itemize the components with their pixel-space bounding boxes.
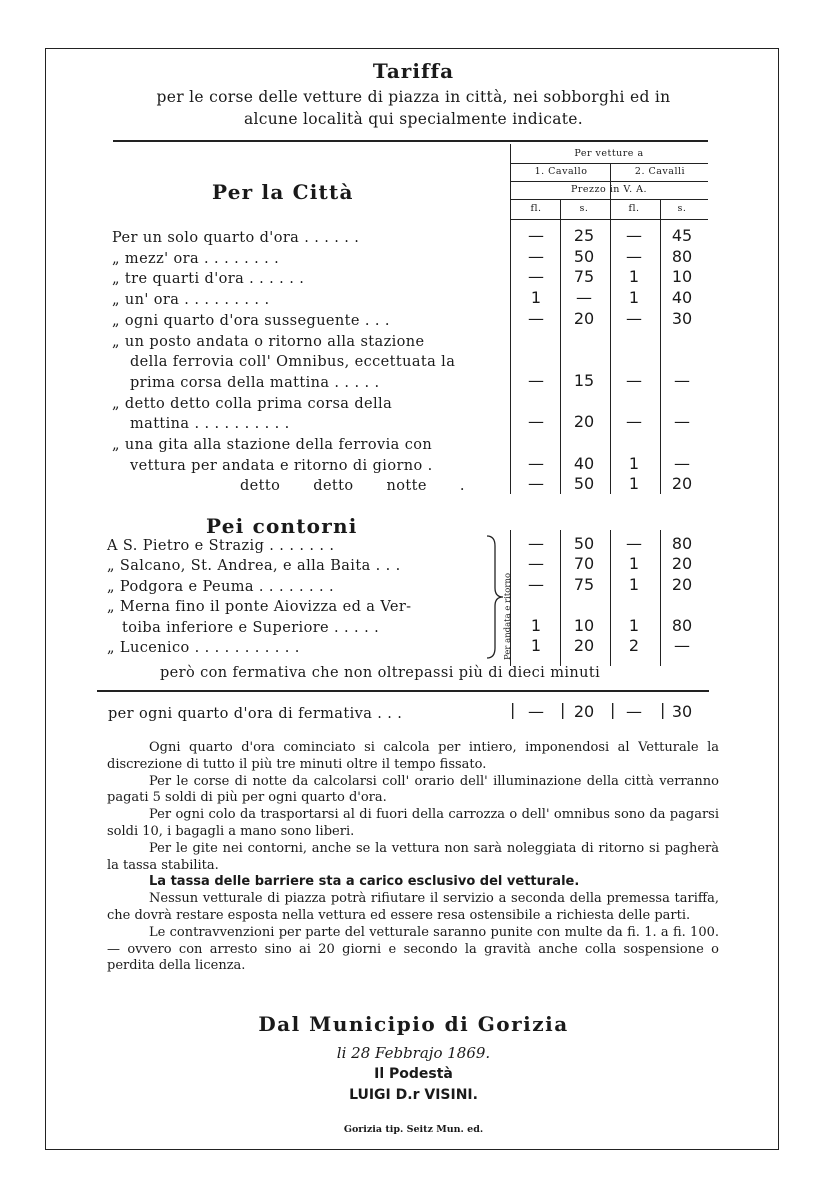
- subtitle-line-2: alcune località qui specialmente indicate.: [244, 110, 583, 128]
- municipality-signature: Dal Municipio di Gorizia: [258, 1012, 569, 1036]
- city-row-c2fl: 1: [628, 474, 640, 494]
- city-row-c1s: 15: [573, 370, 595, 390]
- city-row-c2fl: —: [626, 246, 642, 266]
- col-line-1: [560, 200, 561, 494]
- waiting-c1-fl: —: [528, 702, 544, 721]
- city-row-c2fl: 1: [628, 453, 640, 473]
- surroundings-row-label: „ Podgora e Peuma . . . . . . . .: [107, 578, 335, 595]
- col-line-3: [660, 200, 661, 494]
- col-line-0: [510, 144, 511, 494]
- city-row-c1s: 50: [573, 246, 595, 266]
- surroundings-row-label: „ Salcano, St. Andrea, e alla Baita . . .: [107, 558, 401, 575]
- city-row-label: „ tre quarti d'ora . . . . . .: [112, 271, 305, 288]
- brace-label-text: Per andata e ritorno: [503, 572, 513, 660]
- city-row-label: „ detto detto colla prima corsa della: [112, 395, 393, 412]
- waiting-c2-s: 30: [671, 702, 693, 721]
- surroundings-row-c2fl: 2: [628, 636, 640, 655]
- city-row-c2s: 30: [671, 308, 693, 328]
- city-row-c2fl: 1: [628, 288, 640, 308]
- surroundings-note: però con fermativa che non oltrepassi più di dieci minuti: [160, 665, 601, 681]
- header-fl-2: fl.: [628, 203, 640, 214]
- city-row-c2s: —: [674, 453, 690, 473]
- surroundings-row-c1fl: —: [528, 574, 544, 594]
- surroundings-row-c1fl: 1: [530, 615, 542, 635]
- city-row-label: „ ogni quarto d'ora susseguente . . .: [112, 312, 390, 329]
- city-row-c1fl: —: [528, 370, 544, 390]
- city-row-c2s: 20: [671, 474, 693, 494]
- col-line-3b: [660, 530, 661, 666]
- city-row-c2fl: —: [626, 412, 642, 432]
- header-fl-1: fl.: [530, 203, 542, 214]
- regulation-1: Ogni quarto d'ora cominciato si calcola per intiero, imponendosi al Vetturale la discrezione di tutto il più tre minuti oltre il tempo fissato.: [107, 740, 719, 772]
- city-row-c1fl: —: [528, 226, 544, 245]
- city-heading: Per la Città: [212, 180, 354, 204]
- document-title: Tariffa: [372, 59, 455, 83]
- city-row-c1fl: 1: [530, 288, 542, 308]
- regulation-5: La tassa delle barriere sta a carico esclusivo del vetturale.: [149, 874, 580, 890]
- header-s-2: s.: [677, 203, 687, 214]
- header-line-3: [510, 199, 708, 200]
- surroundings-row-c1s: 50: [573, 534, 595, 553]
- waiting-bar-0: |: [510, 700, 516, 719]
- city-row-c2fl: 1: [628, 267, 640, 287]
- city-row-c1fl: —: [528, 246, 544, 266]
- city-row-c1fl: —: [528, 308, 544, 328]
- col-line-1b: [560, 530, 561, 666]
- surroundings-row-c2fl: 1: [628, 574, 640, 594]
- city-row-c2fl: —: [626, 370, 642, 390]
- header-line-4: [510, 219, 708, 220]
- surroundings-row-c2s: 80: [671, 615, 693, 635]
- city-row-c2s: 45: [671, 226, 693, 245]
- city-row-c1fl: —: [528, 474, 544, 494]
- surroundings-row-label: A S. Pietro e Strazig . . . . . . .: [107, 538, 335, 554]
- waiting-c2-fl: —: [626, 702, 642, 721]
- city-row-c2s: —: [674, 412, 690, 432]
- mid-rule: [97, 690, 709, 692]
- waiting-bar-1: |: [560, 700, 566, 719]
- podesta-name: LUIGI D.r VISINI.: [349, 1087, 478, 1103]
- city-row-c1fl: —: [528, 453, 544, 473]
- header-price: Prezzo in V. A.: [570, 184, 648, 195]
- surroundings-row-c2s: 20: [671, 574, 693, 594]
- city-row-c1s: 50: [573, 474, 595, 494]
- surroundings-row-c1fl: 1: [530, 636, 542, 655]
- header-line-1: [510, 163, 708, 164]
- city-row-c2s: 10: [671, 267, 693, 287]
- regulation-2: Per le corse di notte da calcolarsi coll' orario dell' illuminazione della città verranno pagati 5 soldi di più per ogni quarto d'ora.: [107, 773, 719, 806]
- surroundings-row-c2s: 20: [671, 554, 693, 574]
- waiting-label: per ogni quarto d'ora di fermativa . . .: [108, 706, 403, 722]
- regulation-6: Nessun vetturale di piazza potrà rifiutare il servizio a seconda della premessa tariffa, che dovrà restare esposta nella vettura ed essere resa ostensibile a richiesta delle parti.: [107, 891, 719, 923]
- surroundings-row-c2fl: 1: [628, 554, 640, 574]
- waiting-bar-3: |: [660, 700, 666, 719]
- document-date: li 28 Febbrajo 1869.: [336, 1044, 491, 1062]
- city-row-label: „ mezz' ora . . . . . . . .: [112, 250, 280, 267]
- city-row-c1fl: —: [528, 267, 544, 287]
- header-two-horses: 2. Cavalli: [634, 166, 686, 177]
- surroundings-row-c1s: 10: [573, 615, 595, 635]
- brace-round-trip: [483, 532, 523, 662]
- city-row-c2fl: —: [626, 226, 642, 245]
- city-row-label: della ferrovia coll' Omnibus, eccettuata la: [130, 354, 456, 371]
- subtitle-line-1: per le corse delle vetture di piazza in città, nei sobborghi ed in: [156, 88, 671, 106]
- city-row-c2fl: —: [626, 308, 642, 328]
- surroundings-row-c1s: 75: [573, 574, 595, 594]
- surroundings-row-c1s: 70: [573, 554, 595, 574]
- surroundings-row-label: „ Lucenico . . . . . . . . . . .: [107, 640, 300, 656]
- waiting-c1-s: 20: [573, 702, 595, 721]
- city-row-label: „ una gita alla stazione della ferrovia con: [112, 437, 433, 453]
- surroundings-row-c2s: 80: [671, 534, 693, 553]
- regulation-7: Le contravvenzioni per parte del vetturale saranno punite con multe da fi. 1. a fi. 100. — ovvero con arresto sino ai 20 giorni e secondo la gravità anche colla sospensione o perdita della licenza.: [107, 924, 719, 974]
- surroundings-row-c1s: 20: [573, 636, 595, 655]
- surroundings-row-label: toiba inferiore e Superiore . . . . .: [122, 619, 380, 636]
- surroundings-row-label: „ Merna fino il ponte Aiovizza ed a Ver-: [107, 599, 412, 616]
- col-line-2b: [610, 530, 611, 666]
- city-row-label: vettura per andata e ritorno di giorno .: [130, 457, 433, 474]
- city-row-c2s: —: [674, 370, 690, 390]
- city-row-c2s: 80: [671, 246, 693, 266]
- city-row-label: mattina . . . . . . . . . .: [130, 416, 290, 433]
- city-row-label: Per un solo quarto d'ora . . . . . .: [112, 230, 360, 246]
- surroundings-row-c1fl: —: [528, 534, 544, 553]
- city-row-c1s: 25: [573, 226, 595, 245]
- city-row-label: prima corsa della mattina . . . . .: [130, 374, 380, 391]
- city-row-label: „ un posto andata o ritorno alla stazione: [112, 333, 425, 350]
- table-header-group: Per vetture a: [574, 148, 644, 159]
- header-s-1: s.: [579, 203, 589, 214]
- city-row-c2s: 40: [671, 288, 693, 308]
- podesta-title: Il Podestà: [374, 1066, 453, 1082]
- city-row-c1fl: —: [528, 412, 544, 432]
- city-row-c1s: 75: [573, 267, 595, 287]
- surroundings-row-c2s: —: [674, 636, 690, 655]
- city-row-c1s: 20: [573, 412, 595, 432]
- city-row-c1s: 40: [573, 453, 595, 473]
- regulations: [107, 740, 719, 975]
- surroundings-heading: Pei contorni: [206, 514, 358, 538]
- col-line-2: [610, 163, 611, 494]
- header-line-2: [510, 181, 708, 182]
- top-rule: [113, 140, 708, 142]
- regulation-4: Per le gite nei contorni, anche se la vettura non sarà noleggiata di ritorno si pagherà la tassa stabilita.: [107, 840, 719, 873]
- city-row-c1s: 20: [573, 308, 595, 328]
- city-row-c1s: —: [576, 288, 592, 308]
- surroundings-row-c1fl: —: [528, 554, 544, 574]
- surroundings-row-c2fl: —: [626, 534, 642, 553]
- city-row-label: „ un' ora . . . . . . . . .: [112, 292, 270, 309]
- city-row-label: detto detto notte .: [240, 478, 465, 495]
- surroundings-row-c2fl: 1: [628, 615, 640, 635]
- header-one-horse: 1. Cavallo: [534, 166, 588, 177]
- waiting-bar-2: |: [610, 700, 616, 719]
- printer-imprint: Gorizia tip. Seitz Mun. ed.: [343, 1124, 484, 1135]
- regulation-3: Per ogni colo da trasportarsi al di fuori della carrozza o dell' omnibus sono da pagarsi soldi 10, i bagagli a mano sono liberi.: [107, 807, 719, 839]
